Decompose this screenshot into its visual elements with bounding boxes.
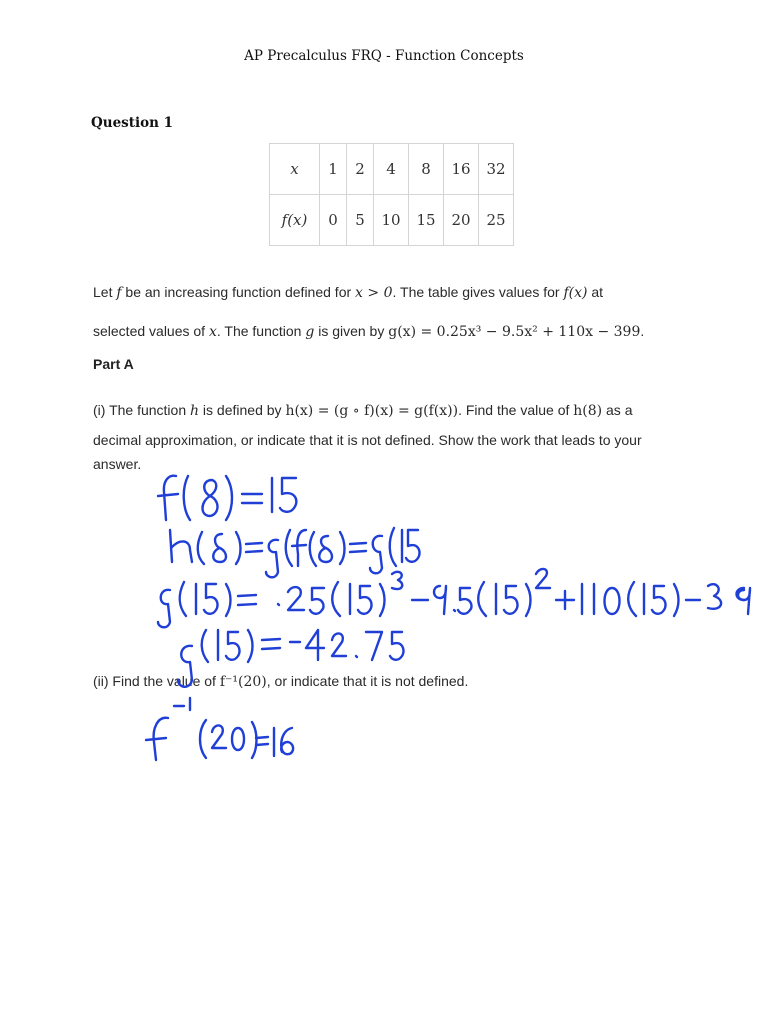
math: f bbox=[116, 285, 122, 301]
text: . Find the value of bbox=[458, 402, 574, 418]
part-a-q1-line-3: answer. bbox=[93, 456, 142, 472]
text: selected values of bbox=[93, 323, 209, 339]
table-cell: 4 bbox=[374, 144, 409, 195]
table-cell: 1 bbox=[320, 144, 347, 195]
text: (ii) Find the value of bbox=[93, 673, 220, 689]
math: h(x) = (g ∘ f)(x) = g(f(x)) bbox=[285, 403, 459, 419]
math: x bbox=[208, 324, 217, 340]
part-a-q1-line-2: decimal approximation, or indicate that it is not defined. Show the work that leads to your bbox=[93, 432, 642, 448]
math: x > 0 bbox=[355, 285, 393, 301]
table-cell: 25 bbox=[479, 195, 514, 246]
text: is given by bbox=[314, 323, 389, 339]
text: Let bbox=[93, 284, 117, 300]
text: , or indicate that it is not defined. bbox=[266, 673, 469, 689]
text: . The function bbox=[216, 323, 306, 339]
handwriting-line-5 bbox=[146, 698, 293, 760]
math: g(x) = 0.25x³ − 9.5x² + 110x − 399 bbox=[388, 324, 641, 340]
math: h(8) bbox=[573, 403, 603, 419]
text: as a bbox=[602, 402, 633, 418]
table-cell: 10 bbox=[374, 195, 409, 246]
table-header-fx: f(x) bbox=[270, 195, 320, 246]
table-cell: 20 bbox=[444, 195, 479, 246]
document-title: AP Precalculus FRQ - Function Concepts bbox=[244, 48, 524, 64]
part-a-heading: Part A bbox=[93, 356, 134, 372]
math: g bbox=[305, 324, 315, 340]
handwriting-line-4 bbox=[178, 630, 404, 687]
math: f(x) bbox=[563, 285, 588, 301]
handwriting-line-1 bbox=[158, 476, 296, 520]
text: (i) The function bbox=[93, 402, 191, 418]
text: . bbox=[640, 323, 645, 339]
math: f⁻¹(20) bbox=[219, 674, 267, 690]
table-cell: 0 bbox=[320, 195, 347, 246]
text: be an increasing function defined for bbox=[121, 284, 356, 300]
table-cell: 16 bbox=[444, 144, 479, 195]
table-cell: 32 bbox=[479, 144, 514, 195]
table-cell: 15 bbox=[409, 195, 444, 246]
handwriting-line-3 bbox=[158, 569, 750, 627]
table-header-x: x bbox=[270, 144, 320, 195]
text: at bbox=[587, 284, 604, 300]
handwriting-line-2 bbox=[170, 528, 420, 577]
table-cell: 8 bbox=[409, 144, 444, 195]
question-heading: Question 1 bbox=[91, 115, 174, 131]
text: . The table gives values for bbox=[392, 284, 564, 300]
table-cell: 2 bbox=[347, 144, 374, 195]
math: h bbox=[190, 403, 200, 419]
table-cell: 5 bbox=[347, 195, 374, 246]
text: is defined by bbox=[199, 402, 286, 418]
